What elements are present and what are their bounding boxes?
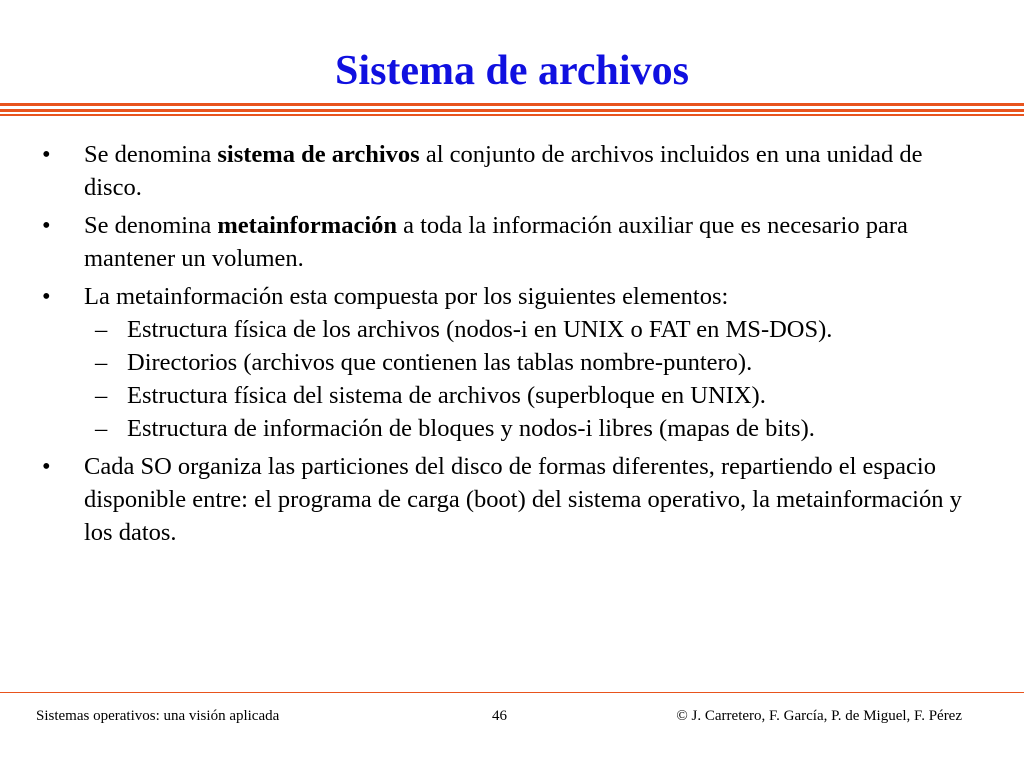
sub-bullet-text: Estructura física de los archivos (nodos-i en UNIX o FAT en MS-DOS). bbox=[127, 316, 833, 343]
sub-bullet-item bbox=[0, 346, 1024, 379]
bullet-marker: • bbox=[42, 453, 51, 480]
footer-divider bbox=[0, 692, 1024, 693]
title-underline bbox=[0, 103, 1024, 116]
footer-copyright: © J. Carretero, F. García, P. de Miguel, F. Pérez bbox=[676, 708, 962, 724]
bullet-marker: • bbox=[42, 212, 51, 239]
footer-book-title: Sistemas operativos: una visión aplicada bbox=[36, 708, 280, 724]
bullet-item bbox=[0, 450, 1024, 549]
bullet-group bbox=[0, 280, 1024, 445]
title-underline-bar bbox=[0, 114, 1024, 116]
bullet-text: al conjunto de archivos incluidos en una unidad de disco. bbox=[84, 141, 923, 201]
bullet-text: Se denomina bbox=[84, 141, 218, 168]
sub-bullet-item bbox=[0, 313, 1024, 346]
sub-bullet-marker: – bbox=[95, 382, 108, 409]
sub-bullet-item bbox=[0, 379, 1024, 412]
bullet-text: La metainformación esta compuesta por los siguientes elementos: bbox=[84, 283, 729, 310]
sub-bullet-item bbox=[0, 412, 1024, 445]
bullet-item bbox=[0, 280, 1024, 313]
bullet-item bbox=[0, 209, 1024, 275]
bullet-text: Se denomina bbox=[84, 212, 218, 239]
bullet-marker: • bbox=[42, 141, 51, 168]
bullet-text: a toda la información auxiliar que es necesario para mantener un volumen. bbox=[84, 212, 908, 272]
title-underline-bar bbox=[0, 103, 1024, 106]
sub-bullet-text: Directorios (archivos que contienen las tablas nombre-puntero). bbox=[127, 349, 753, 376]
page-number: 46 bbox=[492, 708, 507, 724]
sub-bullet-text: Estructura de información de bloques y nodos-i libres (mapas de bits). bbox=[127, 415, 815, 442]
title-underline-bar bbox=[0, 109, 1024, 112]
sub-bullet-marker: – bbox=[95, 316, 108, 343]
bullet-marker: • bbox=[42, 283, 51, 310]
slide-content bbox=[0, 138, 1024, 554]
bullet-bold-term: sistema de archivos bbox=[217, 141, 420, 168]
bullet-text: Cada SO organiza las particiones del disco de formas diferentes, repartiendo el espacio disponible entre: el programa de carga (boot) del sistema operativo, la metainformación y los datos. bbox=[84, 453, 962, 546]
bullet-bold-term: metainformación bbox=[217, 212, 397, 239]
sub-bullet-marker: – bbox=[95, 349, 108, 376]
sub-bullet-marker: – bbox=[95, 415, 108, 442]
sub-bullet-text: Estructura física del sistema de archivos (superbloque en UNIX). bbox=[127, 382, 766, 409]
slide-title: Sistema de archivos bbox=[335, 48, 689, 94]
bullet-item bbox=[0, 138, 1024, 204]
